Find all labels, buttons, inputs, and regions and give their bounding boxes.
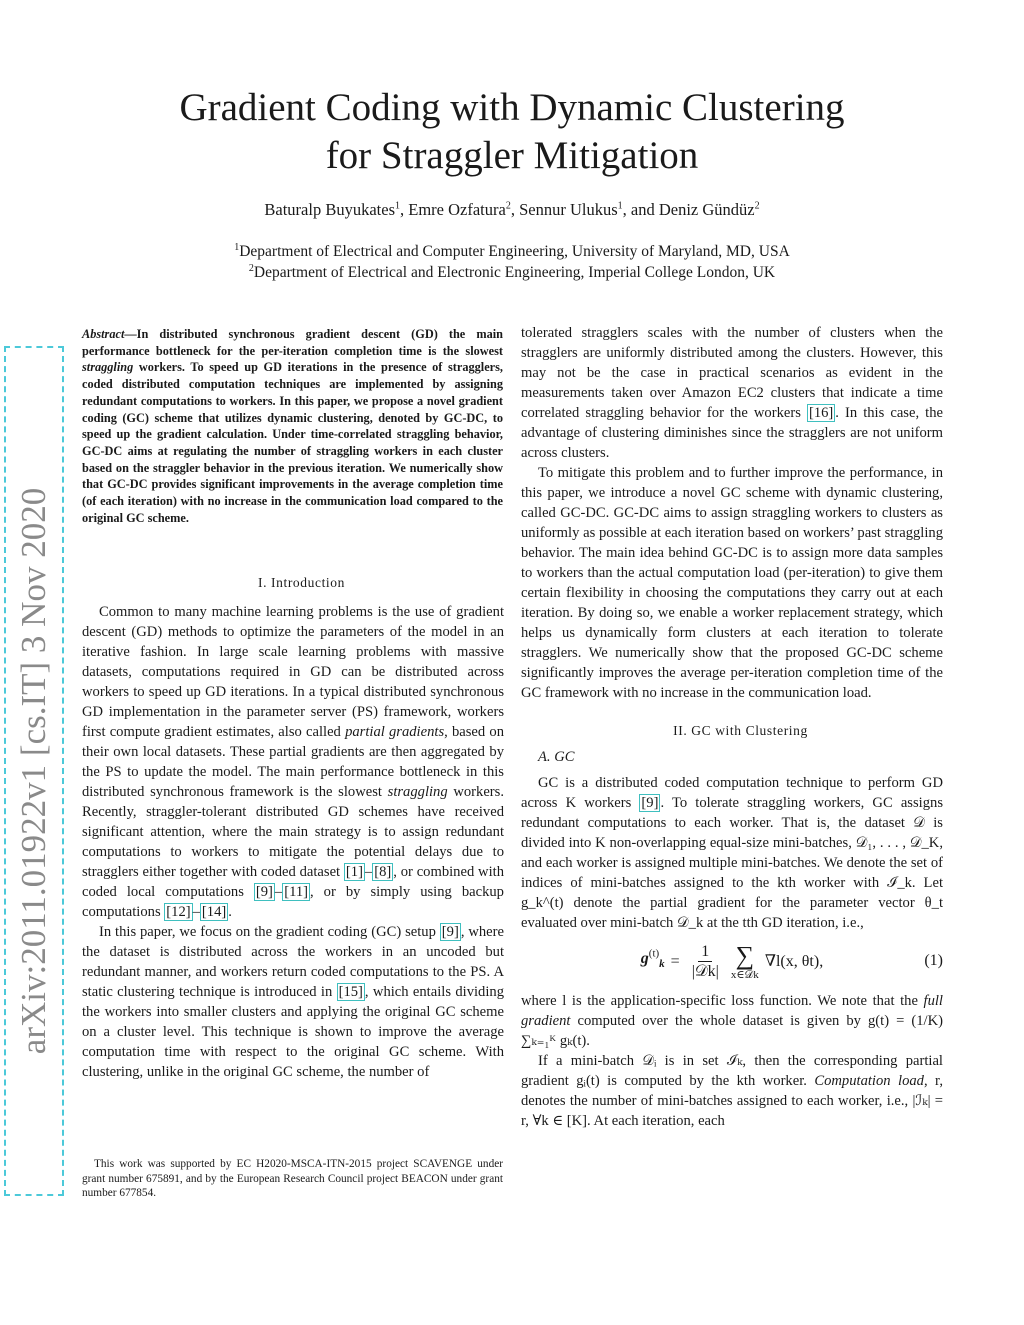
section-2-heading: II. GC with Clustering: [673, 723, 808, 738]
author-3: Sennur Ulukus: [519, 200, 618, 219]
arxiv-stamp[interactable]: arXiv:2011.01922v1 [cs.IT] 3 Nov 2020: [4, 346, 64, 1196]
abstract-label: Abstract: [82, 327, 125, 341]
left-column: [82, 573, 504, 1082]
equation-1: $g^{(t)}_k$ = $\frac{1}{\text{|𝒟k|}}$ ∑ x∈𝒟k ∇l(x, θt), (1): [640, 941, 943, 981]
author-list: Baturalp Buyukates$^1$, Emre Ozfatura$^2$, Sennur Ulukus$^1$, and Deniz Gündüz$^2$: [264, 200, 760, 219]
subsection-a-heading: A. GC: [538, 749, 575, 765]
citation-link[interactable]: [12]: [166, 904, 191, 920]
load-paragraph: If a mini-batch 𝒟ᵢ is in set ℐₖ, then the corresponding partial gradient gᵢ(t) is computed by the kth worker. Computation load, r, denotes the number of mini-batches assigned to each worker, i.e., |ℐₖ| = r, ∀k ∈ [K]. At each iteration, each: [521, 1053, 943, 1129]
citation-link[interactable]: [14]: [201, 904, 227, 920]
affiliation-1: $^1$Department of Electrical and Computer Engineering, University of Maryland, MD, USA: [234, 241, 790, 260]
right-paragraph-1: tolerated stragglers scales with the number of clusters when the stragglers are uniformly distributed among the clusters. However, this may not be the case in practical scenarios as evident in the measurements taken over Amazon EC2 clusters that indicate a time correlated straggling behavior for the workers [16] . In this case, the advantage of clustering diminishes since the stragglers are not uniform across clusters.: [521, 325, 943, 461]
citation-link[interactable]: [11]: [284, 884, 308, 900]
author-2: Emre Ozfatura: [408, 200, 506, 219]
loss-paragraph: where l is the application-specific loss function. We note that the full gradient computed over the whole dataset is given by g(t) = (1/K) ∑ₖ₌₁ᴷ gₖ(t).: [521, 993, 943, 1049]
title-line-1: Gradient Coding with Dynamic Clustering: [179, 86, 845, 129]
citation-link[interactable]: [1]: [345, 864, 363, 880]
gc-paragraph: GC is a distributed coded computation technique to perform GD across K workers [9] . To tolerate straggling workers, GC assigns redundant computations to each worker. That is, the dataset 𝒟 is divided into K non-overlapping equal-size mini-batches, 𝒟₁, . . . , 𝒟_K, and each worker is assigned multiple mini-batches. We denote the set of indices of mini-batches assigned to the kth worker with ℐ_k. Let g_k^(t) denote the partial gradient for the parameter vector θ_t evaluated over mini-batch 𝒟_k at the tth GD iteration, i.e.,: [521, 775, 943, 931]
right-column: [521, 323, 943, 1131]
author-1: Baturalp Buyukates: [264, 200, 395, 219]
author-4: Deniz Gündüz: [658, 200, 755, 219]
footnote: This work was supported by EC H2020-MSCA-ITN-2015 project SCAVENGE under grant number 675891, and by the European Research Council project BEACON under grant number 677854.: [82, 1158, 503, 1199]
citation-link[interactable]: [9]: [641, 795, 659, 811]
intro-paragraph-2: In this paper, we focus on the gradient coding (GC) setup [9] , where the dataset is distributed across the workers in an uncoded but redundant manner, and workers return coded computations to the PS. A static clustering technique is introduced in [15] , which entails dividing the workers into smaller clusters and applying the original GC scheme on a cluster level. This technique is shown to improve the average computation time with respect to the original GC scheme. With clustering, unlike in the original GC scheme, the number of: [82, 924, 504, 1080]
citation-link[interactable]: [9]: [255, 884, 273, 900]
paper-title: [0, 84, 1024, 180]
affiliation-2: $^2$Department of Electrical and Electronic Engineering, Imperial College London, UK: [248, 262, 776, 281]
title-line-2: for Straggler Mitigation: [325, 134, 699, 177]
citation-link[interactable]: [9]: [441, 924, 459, 940]
citation-link[interactable]: [16]: [808, 405, 834, 421]
intro-paragraph-1: Common to many machine learning problems is the use of gradient descent (GD) methods to optimize the parameters of the model in an iterative fashion. In large scale learning problems with massive datasets, computations required in GD can be distributed across workers to speed up GD iterations. In a typical distributed synchronous GD implementation in the parameter server (PS) framework, workers first compute gradient estimates, also called partial gradients, based on their own local datasets. These partial gradients are then aggregated by the PS to update the model. The main performance bottleneck in this distributed synchronous framework is the slowest straggling workers. Recently, straggler-tolerant distributed GD schemes have received significant attention, where the main strategy is to assign redundant computations to workers to mitigate the potential delays due to stragglers either together with coded dataset [1] – [8] , or combined with coded local computations [9] – [11] , or by simply using backup computations [12] – [14] .: [82, 604, 504, 920]
affiliations: [0, 241, 1024, 283]
abstract: Abstract—In distributed synchronous gradient descent (GD) the main performance bottleneck for the per-iteration completion time is the slowest straggling workers. To speed up GD iterations in the presence of stragglers, coded distributed computation techniques are implemented by assigning redundant computations to workers. In this paper, we propose a novel gradient coding (GC) scheme that utilizes dynamic clustering, denoted by GC-DC, to speed up the gradient calculation. Under time-correlated straggling behavior, GC-DC aims at regulating the number of straggling workers in each cluster based on the straggler behavior in the previous iteration. We numerically show that GC-DC provides significant improvements in the average completion time (of each iteration) with no increase in the communication load compared to the original GC scheme.: [82, 327, 503, 525]
citation-link[interactable]: [15]: [338, 984, 363, 1000]
equation-number: (1): [924, 952, 943, 969]
citation-link[interactable]: [8]: [374, 864, 392, 880]
section-1-heading: I. Introduction: [258, 575, 345, 590]
right-paragraph-2: To mitigate this problem and to further improve the performance, in this paper, we introduce a novel GC scheme with dynamic clustering, called GC-DC. GC-DC aims to assign straggling workers to clusters as uniformly as possible at each iteration based on workers’ past straggling behavior. The main idea behind GC-DC is to assign more data samples to workers than the actual computation load (per-iteration) to give them certain flexibility in choosing the computations they carry out at each iteration. By doing so, we enable a worker replacement strategy, which helps us dynamically form clusters at each iteration to tolerate stragglers. We numerically show that the proposed GC-DC scheme significantly improves the average per-iteration completion time of the GC framework with no increase in the communication load.: [521, 465, 943, 701]
